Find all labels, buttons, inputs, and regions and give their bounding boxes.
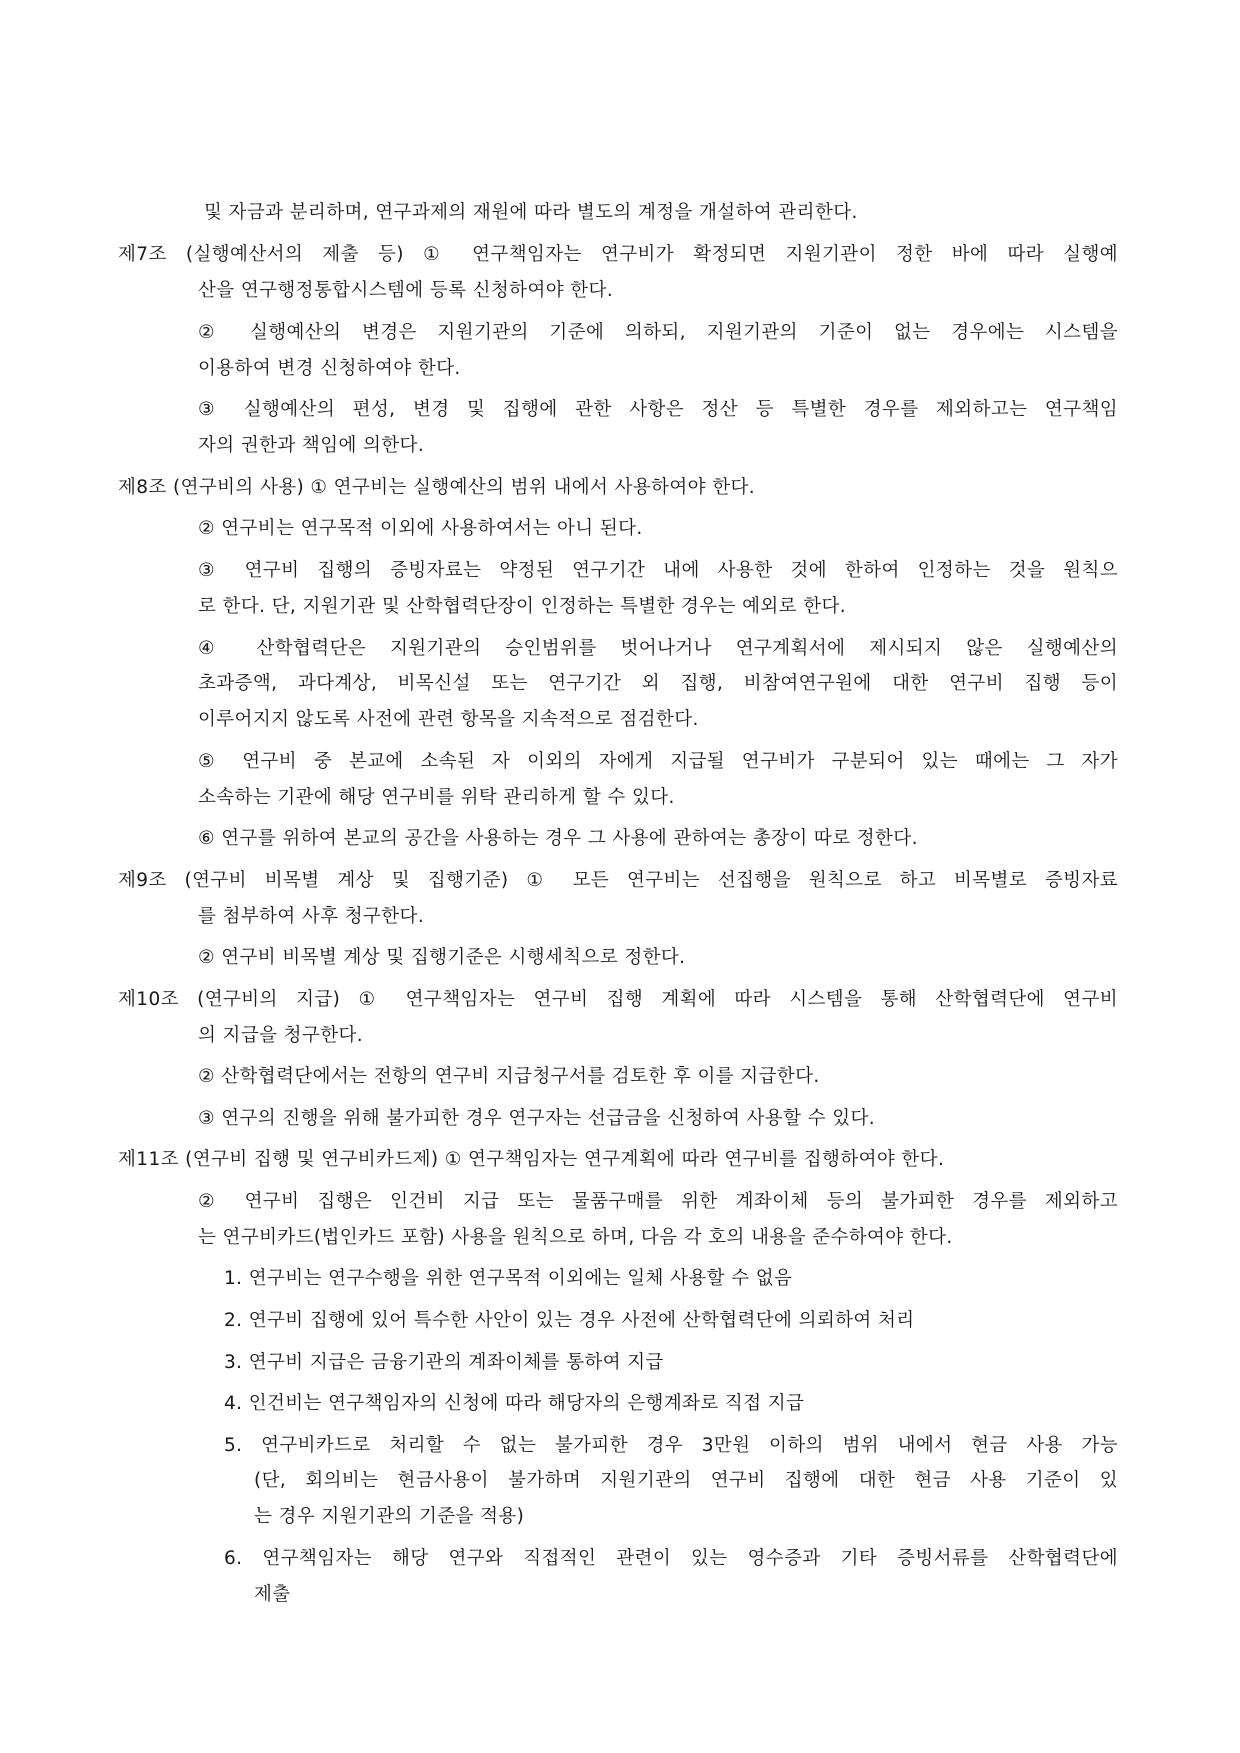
text-line: 소속하는 기관에 해당 연구비를 위탁 관리하게 할 수 있다. bbox=[198, 787, 675, 808]
text-line: ③ 연구의 진행을 위해 불가피한 경우 연구자는 선급금을 신청하여 사용할 수 있다. bbox=[198, 1108, 876, 1129]
text-line: ③ 실행예산의 편성, 변경 및 집행에 관한 사항은 정산 등 특별한 경우를 제외하고는 연구책임 bbox=[198, 399, 1118, 420]
list-item: 2. 연구비 집행에 있어 특수한 사안이 있는 경우 사전에 산학협력단에 의뢰하여 처리 bbox=[224, 1310, 915, 1331]
text-line: ② 실행예산의 변경은 지원기관의 기준에 의하되, 지원기관의 기준이 없는 경우에는 시스템을 bbox=[198, 322, 1118, 343]
text-line: ⑤ 연구비 중 본교에 소속된 자 이외의 자에게 지급될 연구비가 구분되어 있는 때에는 그 자가 bbox=[198, 751, 1118, 772]
text-line: ② 산학협력단에서는 전항의 연구비 지급청구서를 검토한 후 이를 지급한다. bbox=[198, 1066, 820, 1087]
article-9-heading: 제9조 (연구비 비목별 계상 및 집행기준) ① 모든 연구비는 선집행을 원칙으로 하고 비목별로 증빙자료 bbox=[118, 870, 1118, 891]
text-line: 자의 권한과 책임에 의한다. bbox=[198, 435, 425, 456]
list-item-continuation: 제출 bbox=[254, 1584, 291, 1605]
list-item: 1. 연구비는 연구수행을 위한 연구목적 이외에는 일체 사용할 수 없음 bbox=[224, 1268, 793, 1289]
text-line: ② 연구비 집행은 인건비 지급 또는 물품구매를 위한 계좌이체 등의 불가피한 경우를 제외하고 bbox=[198, 1191, 1118, 1212]
article-10-heading: 제10조 (연구비의 지급) ① 연구책임자는 연구비 집행 계획에 따라 시스템을 통해 산학협력단에 연구비 bbox=[118, 989, 1118, 1010]
text-line: 의 지급을 청구한다. bbox=[198, 1025, 364, 1046]
text-line: ⑥ 연구를 위하여 본교의 공간을 사용하는 경우 그 사용에 관하여는 총장이 따로 정한다. bbox=[198, 828, 918, 849]
list-item: 5. 연구비카드로 처리할 수 없는 불가피한 경우 3만원 이하의 범위 내에서 현금 사용 가능 bbox=[224, 1435, 1118, 1456]
text-line: 로 한다. 단, 지원기관 및 산학협력단장이 인정하는 특별한 경우는 예외로 한다. bbox=[198, 596, 847, 617]
list-item: 6. 연구책임자는 해당 연구와 직접적인 관련이 있는 영수증과 기타 증빙서류를 산학협력단에 bbox=[224, 1548, 1118, 1569]
text-line: 는 연구비카드(법인카드 포함) 사용을 원칙으로 하며, 다음 각 호의 내용을 준수하여야 한다. bbox=[198, 1227, 953, 1248]
text-line: 이용하여 변경 신청하여야 한다. bbox=[198, 358, 461, 379]
text-line: ④ 산학협력단은 지원기관의 승인범위를 벗어나거나 연구계획서에 제시되지 않은 실행예산의 bbox=[198, 638, 1118, 659]
list-item-continuation: (단, 회의비는 현금사용이 불가하며 지원기관의 연구비 집행에 대한 현금 사용 기준이 있 bbox=[254, 1470, 1118, 1491]
text-line: 를 첨부하여 사후 청구한다. bbox=[198, 906, 425, 927]
text-line: 이루어지지 않도록 사전에 관련 항목을 지속적으로 점검한다. bbox=[198, 709, 699, 730]
text-line: 산을 연구행정통합시스템에 등록 신청하여야 한다. bbox=[198, 280, 614, 301]
article-7-heading: 제7조 (실행예산서의 제출 등) ① 연구책임자는 연구비가 확정되면 지원기관이 정한 바에 따라 실행예 bbox=[118, 244, 1118, 265]
article-11-heading: 제11조 (연구비 집행 및 연구비카드제) ① 연구책임자는 연구계획에 따라 연구비를 집행하여야 한다. bbox=[118, 1149, 945, 1170]
list-item: 3. 연구비 지급은 금융기관의 계좌이체를 통하여 지급 bbox=[224, 1352, 664, 1373]
text-line: 및 자금과 분리하며, 연구과제의 재원에 따라 별도의 계정을 개설하여 관리한다. bbox=[204, 202, 858, 223]
article-8-heading: 제8조 (연구비의 사용) ① 연구비는 실행예산의 범위 내에서 사용하여야 한다. bbox=[118, 477, 756, 498]
text-line: ② 연구비는 연구목적 이외에 사용하여서는 아니 된다. bbox=[198, 518, 643, 539]
text-line: ③ 연구비 집행의 증빙자료는 약정된 연구기간 내에 사용한 것에 한하여 인정하는 것을 원칙으 bbox=[198, 560, 1118, 581]
list-item: 4. 인건비는 연구책임자의 신청에 따라 해당자의 은행계좌로 직접 지급 bbox=[224, 1393, 805, 1414]
text-line: ② 연구비 비목별 계상 및 집행기준은 시행세칙으로 정한다. bbox=[198, 947, 686, 968]
list-item-continuation: 는 경우 지원기관의 기준을 적용) bbox=[254, 1506, 525, 1527]
text-line: 초과증액, 과다계상, 비목신설 또는 연구기간 외 집행, 비참여연구원에 대한 연구비 집행 등이 bbox=[198, 673, 1118, 694]
